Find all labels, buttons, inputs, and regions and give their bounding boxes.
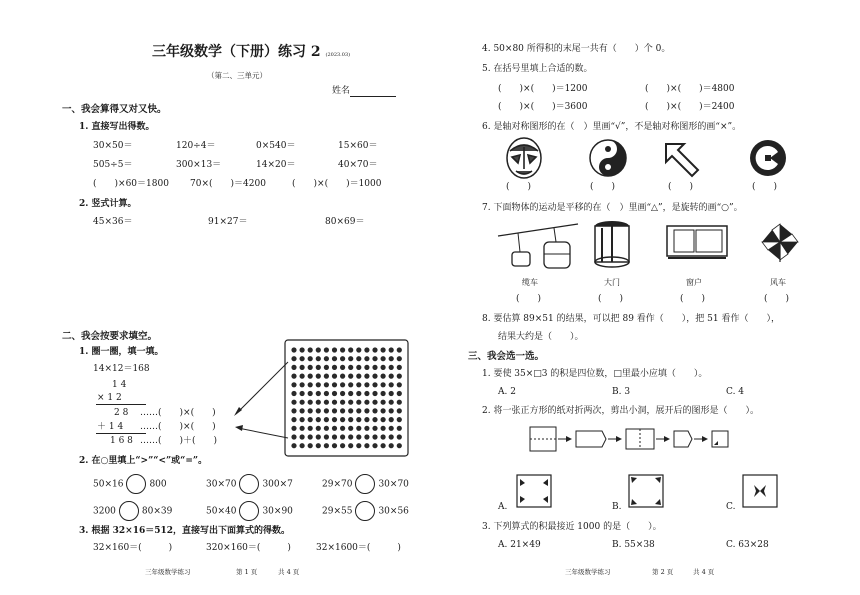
units-subtitle: （第二、三单元） <box>207 71 267 80</box>
footer-page: 第 2 页 <box>652 568 674 576</box>
vertical-calc[interactable]: 91×27＝ <box>208 217 248 227</box>
calc-item[interactable]: 505÷5＝ <box>93 160 133 170</box>
section-3-heading: 三、我会选一选。 <box>468 351 545 362</box>
calc-item[interactable]: 320×160＝( ) <box>206 543 291 553</box>
choice-option[interactable]: B. 55×38 <box>612 540 655 550</box>
fill-item[interactable]: ( )×( )＝2400 <box>645 102 735 112</box>
footer-label: 三年级数学练习 <box>565 568 611 576</box>
fill-blank[interactable]: ……( )＋( ) <box>140 436 218 446</box>
footer-total: 共 4 页 <box>693 568 715 576</box>
compare-item[interactable]: 29×55 30×56 <box>322 501 409 521</box>
question-6: 6. 是轴对称图形的在（ ）里画“√”，不是轴对称图形的画“×”。 <box>482 122 742 132</box>
vertical-line-1: 1 4 <box>112 380 127 390</box>
question-5: 5. 在括号里填上合适的数。 <box>482 64 593 74</box>
compare-circle[interactable] <box>355 474 375 494</box>
folding-steps-figure <box>528 425 748 455</box>
dot-grid-figure[interactable] <box>284 339 409 457</box>
name-field[interactable]: 姓名 <box>332 86 396 97</box>
equation: 14×12＝168 <box>93 364 150 374</box>
worksheet-title: 三年级数学（下册）练习 2 (2023.03) <box>152 44 351 60</box>
choice-2: 2. 将一张正方形的纸对折两次，剪出小洞，展开后的图形是（ ）。 <box>482 406 759 416</box>
calc-item[interactable]: 14×20＝ <box>256 160 296 170</box>
vertical-line-3: 2 8 <box>114 408 129 418</box>
compare-item[interactable]: 50×40 30×90 <box>206 501 293 521</box>
calc-item[interactable]: ( )×( )＝1000 <box>292 179 382 189</box>
opera-mask-icon <box>504 137 544 179</box>
compare-circle[interactable] <box>126 474 146 494</box>
calc-item[interactable]: ( )×60＝1800 <box>93 179 169 189</box>
fill-item[interactable]: ( )×( )＝4800 <box>645 84 735 94</box>
option-a-figure[interactable] <box>516 474 552 508</box>
answer-paren[interactable]: ( ) <box>506 182 532 192</box>
picture-label: 窗户 <box>686 278 702 287</box>
answer-paren[interactable]: ( ) <box>516 294 542 304</box>
choice-option[interactable]: A. 21×49 <box>498 540 541 550</box>
vertical-line-5: 1 6 8 <box>110 436 133 446</box>
arrow-icon <box>232 360 292 450</box>
choice-option[interactable]: A. <box>498 502 508 512</box>
footer-total: 共 4 页 <box>278 568 300 576</box>
question-2-3: 3. 根据 32×16＝512，直接写出下面算式的得数。 <box>79 526 291 536</box>
answer-paren[interactable]: ( ) <box>668 182 694 192</box>
answer-paren[interactable]: ( ) <box>590 182 616 192</box>
compare-item[interactable]: 29×70 30×70 <box>322 474 409 494</box>
calc-item[interactable]: 0×540＝ <box>256 141 296 151</box>
calc-item[interactable]: 15×60＝ <box>338 141 378 151</box>
question-7: 7. 下面物体的运动是平移的在（ ）里画“△”，是旋转的画“○”。 <box>482 203 743 213</box>
revolving-door-icon <box>592 220 632 268</box>
section-1-heading: 一、我会算得又对又快。 <box>62 104 167 115</box>
compare-item[interactable]: 30×70 300×7 <box>206 474 293 494</box>
question-2-2: 2. 在○里填上“>”“<”或“=”。 <box>79 456 208 466</box>
fill-item[interactable]: ( )×( )＝3600 <box>498 102 588 112</box>
right-page <box>430 0 860 595</box>
choice-option[interactable]: C. <box>726 502 736 512</box>
footer-page: 第 1 页 <box>236 568 258 576</box>
divider <box>96 433 146 434</box>
calc-item[interactable]: 32×160＝( ) <box>93 543 173 553</box>
vertical-line-2: × 1 2 <box>97 393 122 403</box>
compare-circle[interactable] <box>239 474 259 494</box>
fill-blank[interactable]: ……( )×( ) <box>140 422 216 432</box>
yin-yang-icon <box>588 138 628 178</box>
answer-paren[interactable]: ( ) <box>680 294 706 304</box>
vertical-calc[interactable]: 80×69＝ <box>325 217 365 227</box>
section-2-heading: 二、我会按要求填空。 <box>62 331 158 342</box>
question-1-1: 1. 直接写出得数。 <box>79 122 155 132</box>
cable-car-icon <box>498 222 578 272</box>
pinwheel-icon <box>760 222 800 262</box>
calc-item[interactable]: 300×13＝ <box>176 160 222 170</box>
question-1-2: 2. 竖式计算。 <box>79 199 137 209</box>
question-4[interactable]: 4. 50×80 所得积的末尾一共有（ ）个 0。 <box>482 44 671 54</box>
compare-item[interactable]: 3200 80×39 <box>93 501 172 521</box>
calc-item[interactable]: 70×( )＝4200 <box>190 179 266 189</box>
vertical-line-4: ＋ 1 4 <box>97 422 124 432</box>
choice-1: 1. 要使 35×□3 的积是四位数，□里最小应填（ ）。 <box>482 369 708 379</box>
answer-paren[interactable]: ( ) <box>752 182 778 192</box>
compare-circle[interactable] <box>239 501 259 521</box>
choice-option[interactable]: B. <box>612 502 622 512</box>
question-8-cont[interactable]: 结果大约是（ ）。 <box>498 332 584 342</box>
compare-circle[interactable] <box>119 501 139 521</box>
choice-3: 3. 下列算式的积最接近 1000 的是（ ）。 <box>482 522 662 532</box>
answer-paren[interactable]: ( ) <box>764 294 790 304</box>
question-8[interactable]: 8. 要估算 89×51 的结果，可以把 89 看作（ ），把 51 看作（ ）， <box>482 314 780 324</box>
calc-item[interactable]: 30×50＝ <box>93 141 133 151</box>
choice-option[interactable]: B. 3 <box>612 387 631 397</box>
fill-blank[interactable]: ……( )×( ) <box>140 408 216 418</box>
option-b-figure[interactable] <box>628 474 664 508</box>
calc-item[interactable]: 40×70＝ <box>338 160 378 170</box>
compare-item[interactable]: 50×16 800 <box>93 474 167 494</box>
footer-label: 三年级数学练习 <box>145 568 191 576</box>
choice-option[interactable]: C. 4 <box>726 387 745 397</box>
picture-label: 风车 <box>770 278 786 287</box>
calc-item[interactable]: 120÷4＝ <box>176 141 216 151</box>
choice-option[interactable]: C. 63×28 <box>726 540 769 550</box>
picture-label: 大门 <box>604 278 620 287</box>
vertical-calc[interactable]: 45×36＝ <box>93 217 133 227</box>
answer-paren[interactable]: ( ) <box>598 294 624 304</box>
fill-item[interactable]: ( )×( )＝1200 <box>498 84 588 94</box>
option-c-figure[interactable] <box>742 474 778 508</box>
window-icon <box>666 225 728 261</box>
divider <box>96 404 146 405</box>
picture-label: 缆车 <box>522 278 538 287</box>
compare-circle[interactable] <box>355 501 375 521</box>
calc-item[interactable]: 32×1600＝( ) <box>316 543 401 553</box>
choice-option[interactable]: A. 2 <box>498 387 516 397</box>
arrow-sign-icon <box>662 138 702 178</box>
question-2-1: 1. 圈一圈，填一填。 <box>79 347 164 357</box>
bank-logo-icon <box>748 138 788 178</box>
